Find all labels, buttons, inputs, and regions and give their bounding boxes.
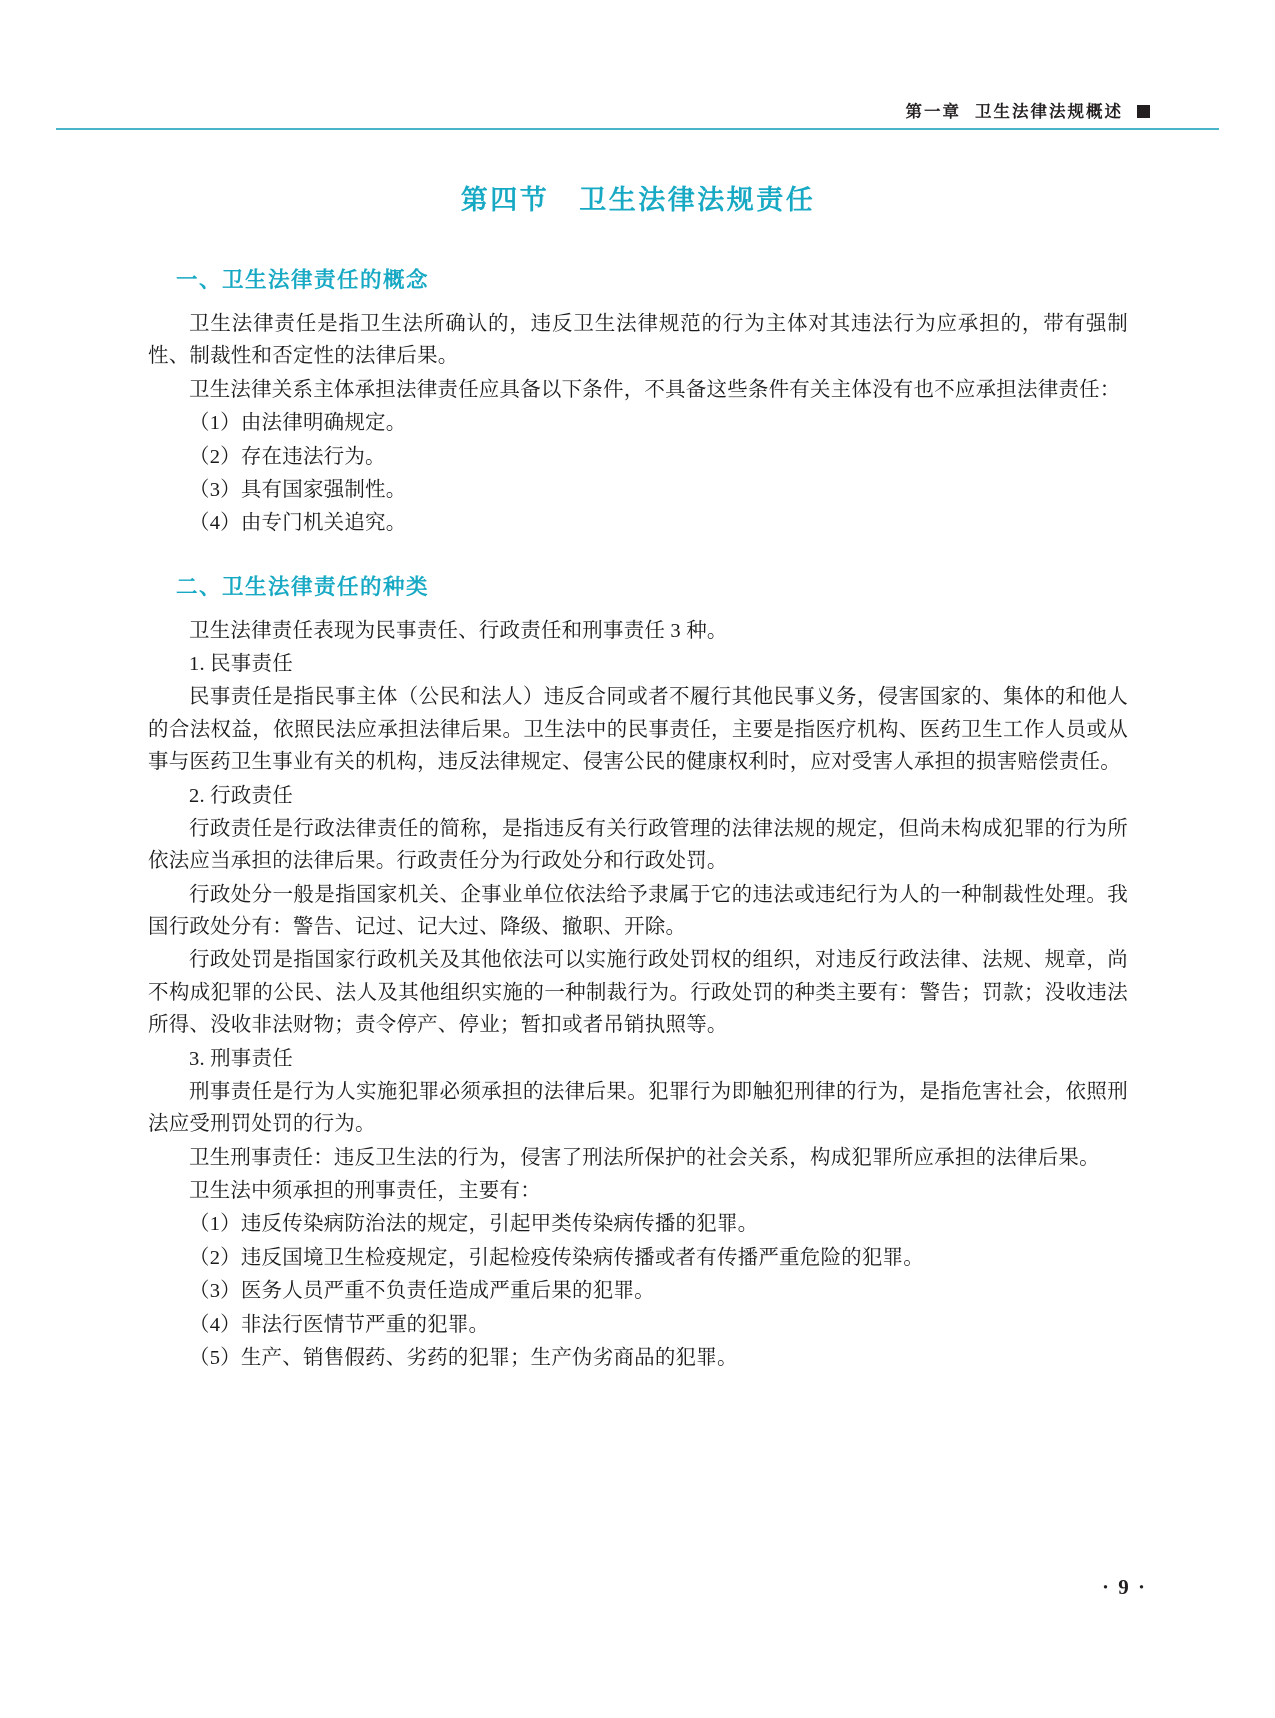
paragraph: 卫生法中须承担的刑事责任，主要有： xyxy=(189,1180,541,1202)
list-item: （3）具有国家强制性。 xyxy=(189,478,407,501)
paragraph: 卫生法律关系主体承担法律责任应具备以下条件，不具备这些条件有关主体没有也不应承担法律责任： xyxy=(189,378,1121,401)
paragraph: 刑事责任是行为人实施犯罪必须承担的法律后果。犯罪行为即触犯刑律的行为，是指危害社会，依照刑法应受刑罚处罚的行为。 xyxy=(148,1080,1128,1136)
section-name: 卫生法律法规责任 xyxy=(579,185,816,215)
list-item: （5）生产、销售假药、劣药的犯罪；生产伪劣商品的犯罪。 xyxy=(189,1346,738,1369)
list-item: （4）由专门机关追究。 xyxy=(189,512,407,535)
running-header xyxy=(0,98,1275,134)
header-chapter-title: 卫生法律法规概述 xyxy=(975,103,1123,121)
section-number: 第四节 xyxy=(460,185,550,215)
page-number: · 9 · xyxy=(1101,1575,1147,1599)
paragraph: 行政责任是行政法律责任的简称，是指违反有关行政管理的法律法规的规定，但尚未构成犯罪的行为所依法应当承担的法律后果。行政责任分为行政处分和行政处罚。 xyxy=(148,817,1128,873)
list-item: （2）存在违法行为。 xyxy=(189,445,386,468)
list-item: 3. 刑事责任 xyxy=(189,1047,293,1070)
paragraph: 民事责任是指民事主体（公民和法人）违反合同或者不履行其他民事义务，侵害国家的、集体的和他人的合法权益，依照民法应承担法律后果。卫生法中的民事责任，主要是指医疗机构、医药卫生工作人员或从事与医药卫生事业有关的机构，违反法律规定、侵害公民的健康权利时，应对受害人承担的损害赔偿责任。 xyxy=(148,686,1128,774)
list-item: 1. 民事责任 xyxy=(189,653,293,675)
subsection-heading-2: 二、卫生法律责任的种类 xyxy=(176,574,430,599)
paragraph: 卫生法律责任表现为民事责任、行政责任和刑事责任 3 种。 xyxy=(189,619,728,642)
paragraph: 卫生法律责任是指卫生法所确认的，违反卫生法律规范的行为主体对其违法行为应承担的，带有强制性、制裁性和否定性的法律后果。 xyxy=(148,313,1128,368)
square-marker-icon xyxy=(1137,105,1150,118)
section-heading xyxy=(148,178,1128,217)
list-item: （2）违反国境卫生检疫规定，引起检疫传染病传播或者有传播严重危险的犯罪。 xyxy=(189,1246,924,1269)
header-divider xyxy=(56,128,1219,130)
list-item: （3）医务人员严重不负责任造成严重后果的犯罪。 xyxy=(189,1280,655,1303)
list-item: （4）非法行医情节严重的犯罪。 xyxy=(189,1313,490,1336)
list-item: （1）由法律明确规定。 xyxy=(189,412,407,435)
subsection-heading-1: 一、卫生法律责任的概念 xyxy=(176,268,430,292)
page-content xyxy=(148,178,1128,1375)
list-item: 2. 行政责任 xyxy=(189,784,293,807)
paragraph: 行政处分一般是指国家机关、企事业单位依法给予隶属于它的违法或违纪行为人的一种制裁性处理。我国行政处分有：警告、记过、记大过、降级、撤职、开除。 xyxy=(148,883,1128,938)
running-header-content xyxy=(906,98,1151,122)
header-chapter-label: 第一章 xyxy=(905,103,961,121)
list-item: （1）违反传染病防治法的规定，引起甲类传染病传播的犯罪。 xyxy=(189,1213,759,1236)
paragraph: 卫生刑事责任：违反卫生法的行为，侵害了刑法所保护的社会关系，构成犯罪所应承担的法律后果。 xyxy=(189,1146,1100,1169)
paragraph: 行政处罚是指国家行政机关及其他依法可以实施行政处罚权的组织，对违反行政法律、法规、规章，尚不构成犯罪的公民、法人及其他组织实施的一种制裁行为。行政处罚的种类主要有：警告；罚款；没收违法所得、没收非法财物；责令停产、停业；暂扣或者吊销执照等。 xyxy=(148,949,1128,1037)
